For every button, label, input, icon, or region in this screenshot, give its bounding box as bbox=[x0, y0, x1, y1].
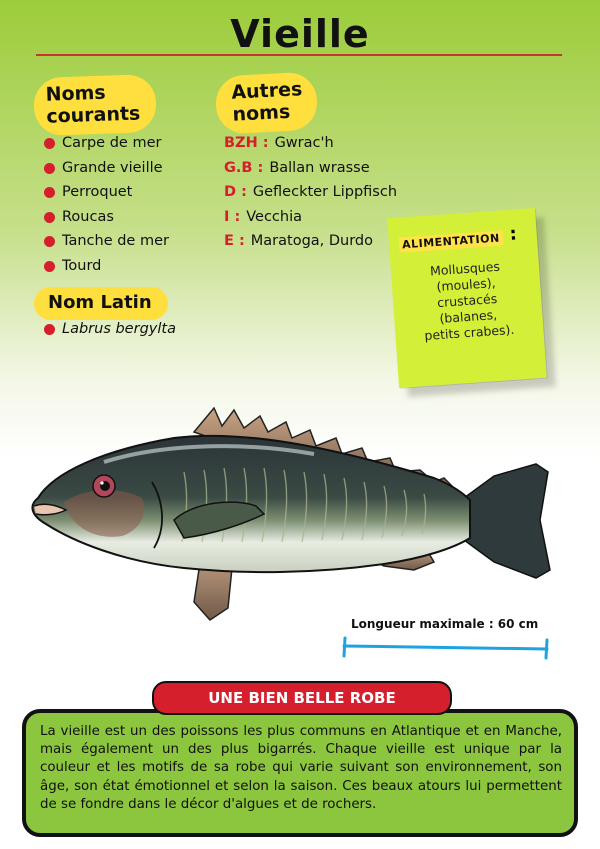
diet-sticky-note bbox=[387, 208, 546, 388]
common-names-heading bbox=[33, 74, 157, 136]
section-heading-banner: UNE BIEN BELLE ROBE bbox=[152, 681, 452, 715]
diet-text bbox=[399, 256, 536, 345]
wrasse-fish-illustration bbox=[24, 402, 564, 632]
other-names-heading-line1: Autres bbox=[230, 78, 303, 104]
language-code: E : bbox=[224, 233, 245, 249]
language-name: Vecchia bbox=[246, 208, 303, 225]
list-item: Tourd bbox=[42, 254, 169, 279]
language-name: Gwrac'h bbox=[274, 135, 334, 151]
diet-heading: ALIMENTATION bbox=[399, 230, 504, 252]
other-names-heading-line2: noms bbox=[231, 100, 291, 126]
description-text: La vieille est un des poissons les plus communs en Atlantique et en Manche, mais également un des plus bigarrés. Chaque vieille est unique par la couleur et les motifs de sa robe qui varie suivant son environnement, son âge, son état émotionnel et selon la saison. Ces beaux atours lui permettent de se fondre dans le décor d'algues et de rochers. bbox=[40, 724, 562, 812]
list-item bbox=[224, 156, 397, 181]
common-names-heading-line1: Noms bbox=[45, 81, 107, 106]
diet-heading-colon: : bbox=[508, 223, 518, 245]
common-names-list bbox=[42, 131, 169, 278]
diet-line: Mollusques bbox=[429, 258, 501, 279]
language-code: G.B : bbox=[224, 159, 264, 176]
list-item: Roucas bbox=[42, 205, 169, 230]
diet-line: (balanes, bbox=[438, 306, 498, 326]
list-item: Tanche de mer bbox=[42, 229, 169, 254]
list-item bbox=[224, 229, 397, 254]
diet-line: crustacés bbox=[436, 290, 498, 311]
diet-line: petits crabes). bbox=[423, 321, 515, 344]
list-item bbox=[224, 180, 397, 205]
language-name: Ballan wrasse bbox=[269, 159, 370, 176]
list-item: Carpe de mer bbox=[42, 131, 169, 156]
language-name: Gefleckter Lippfisch bbox=[252, 184, 398, 200]
description-box bbox=[22, 709, 578, 837]
other-names-heading bbox=[215, 71, 319, 134]
length-scale-bar bbox=[340, 632, 552, 662]
language-code: D : bbox=[224, 184, 247, 200]
common-names-heading-line2: courants bbox=[45, 102, 141, 128]
language-name: Maratoga, Durdo bbox=[250, 233, 374, 249]
language-code: I : bbox=[224, 208, 241, 225]
list-item bbox=[224, 205, 397, 230]
title-divider bbox=[36, 54, 562, 56]
other-names-list bbox=[224, 131, 397, 254]
list-item: Grande vieille bbox=[42, 156, 169, 181]
tail-fin bbox=[464, 464, 550, 578]
eye-glint bbox=[100, 481, 103, 484]
list-item: Perroquet bbox=[42, 180, 169, 205]
max-length-label: Longueur maximale : 60 cm bbox=[351, 617, 539, 631]
language-code: BZH : bbox=[224, 135, 269, 151]
list-item bbox=[224, 131, 397, 156]
latin-name-list bbox=[42, 317, 176, 342]
latin-name-heading: Nom Latin bbox=[34, 287, 168, 320]
diet-line: (moules), bbox=[436, 274, 497, 295]
page-title: Vieille bbox=[230, 12, 370, 56]
latin-name: Labrus bergylta bbox=[42, 317, 176, 342]
